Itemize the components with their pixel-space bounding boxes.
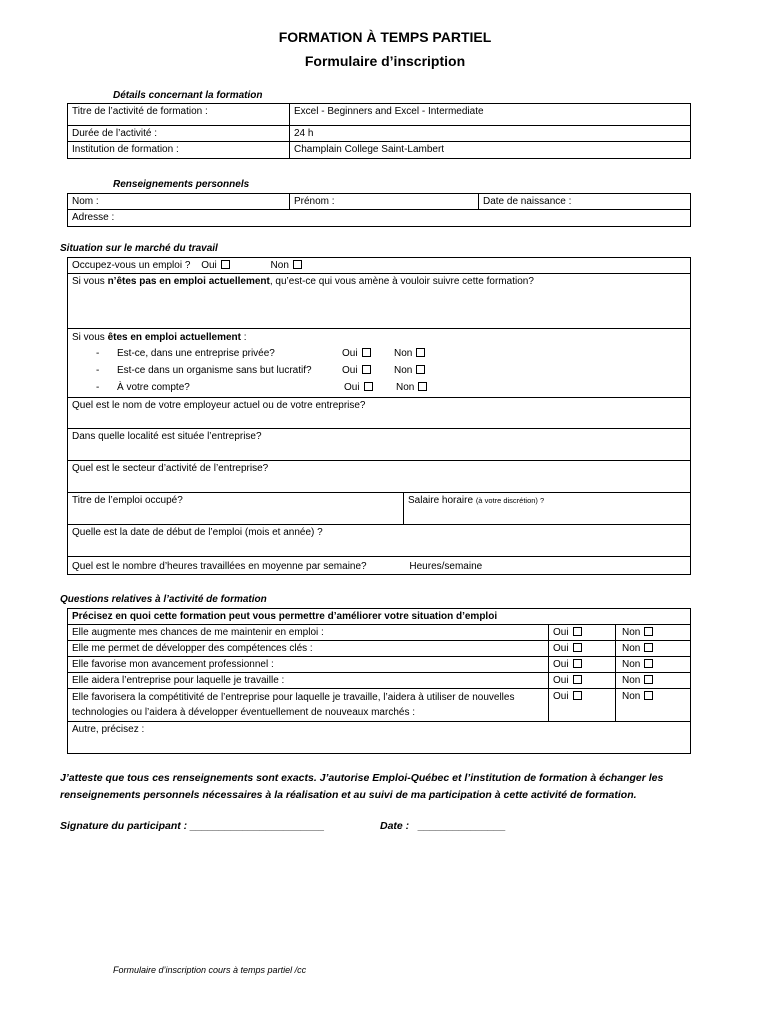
salaire-note: (à votre discrétion) ?	[475, 496, 545, 505]
sub-oui-nonprofit: Oui	[342, 362, 394, 379]
sub-oui-private: Oui	[342, 345, 394, 362]
formation-institution-label: Institution de formation :	[68, 142, 290, 159]
non-cell: Non	[616, 689, 691, 722]
dash: -	[96, 348, 100, 359]
question-item: Elle augmente mes chances de me maintenir en emploi :	[68, 625, 549, 641]
signature-line[interactable]: _______________________	[190, 820, 325, 832]
en-emploi-bold: êtes en emploi actuellement	[107, 332, 241, 343]
footer-text: Formulaire d’inscription cours à temps partiel /cc	[113, 965, 307, 975]
date-line[interactable]: _______________	[418, 820, 506, 832]
occupez-row	[68, 258, 691, 274]
oui-checkbox[interactable]	[573, 691, 582, 700]
oui-cell: Oui	[549, 673, 616, 689]
non-checkbox[interactable]	[416, 365, 425, 374]
dash: -	[96, 365, 100, 376]
date-label: Date :	[380, 820, 410, 832]
non-cell: Non	[616, 641, 691, 657]
date-row	[380, 818, 506, 835]
non-checkbox[interactable]	[644, 627, 653, 636]
sub-question-row	[72, 345, 686, 362]
sub-oui-self: Oui	[344, 379, 396, 396]
oui-cell: Oui	[549, 625, 616, 641]
non-checkbox[interactable]	[644, 643, 653, 652]
attestation-text: J’atteste que tous ces renseignements sont exacts. J’autorise Emploi-Québec et l’institution de formation à échanger les renseignements personnels nécessaires à la réalisation et au suivi de ma participation à cette activité de formation.	[60, 772, 664, 801]
heures-label: Quel est le nombre d’heures travaillées en moyenne par semaine?	[72, 561, 367, 572]
formation-institution-value[interactable]: Champlain College Saint-Lambert	[290, 142, 691, 159]
formation-section-label: Détails concernant la formation	[113, 90, 263, 101]
travail-section-label: Situation sur le marché du travail	[60, 243, 218, 254]
travail-table	[67, 257, 691, 575]
oui-checkbox[interactable]	[573, 643, 582, 652]
oui-checkbox[interactable]	[573, 675, 582, 684]
sub-question-row	[72, 379, 686, 396]
question-item: Elle aidera l’entreprise pour laquelle je travaille :	[68, 673, 549, 689]
occupez-question: Occupez-vous un emploi ?	[72, 260, 191, 271]
sans-emploi-post: , qu’est-ce qui vous amène à vouloir suivre cette formation?	[269, 276, 534, 287]
non-checkbox[interactable]	[644, 691, 653, 700]
questions-section-label: Questions relatives à l’activité de formation	[60, 594, 267, 605]
sub-question-row	[72, 362, 686, 379]
en-emploi-pre: Si vous	[72, 332, 108, 343]
sub-non-nonprofit: Non	[394, 362, 425, 379]
occupez-non-label: Non	[270, 260, 289, 271]
formation-duration-label: Durée de l’activité :	[68, 126, 290, 142]
secteur-field[interactable]: Quel est le secteur d’activité de l’entreprise?	[68, 461, 691, 493]
adresse-field[interactable]: Adresse :	[68, 210, 691, 227]
sans-emploi-pre: Si vous	[72, 276, 108, 287]
en-emploi-block	[68, 329, 691, 398]
prenom-field[interactable]: Prénom :	[290, 194, 479, 210]
nom-field[interactable]: Nom :	[68, 194, 290, 210]
sub-question-self: À votre compte?	[117, 382, 190, 393]
oui-cell: Oui	[549, 641, 616, 657]
formation-duration-value[interactable]: 24 h	[290, 126, 691, 142]
personnel-table	[67, 193, 691, 227]
formation-table	[67, 103, 691, 159]
salaire-label: Salaire horaire	[408, 495, 476, 506]
formation-title-value[interactable]: Excel - Beginners and Excel - Intermediate	[290, 104, 691, 126]
non-cell: Non	[616, 673, 691, 689]
sans-emploi-bold: n’êtes pas en emploi actuellement	[107, 276, 270, 287]
non-checkbox[interactable]	[644, 675, 653, 684]
question-item: Elle me permet de développer des compétences clés :	[68, 641, 549, 657]
signature-row	[60, 818, 324, 835]
heures-unit: Heures/semaine	[409, 561, 483, 572]
oui-checkbox[interactable]	[573, 659, 582, 668]
non-checkbox[interactable]	[644, 659, 653, 668]
occupez-oui-checkbox[interactable]	[221, 260, 230, 269]
en-emploi-post: :	[240, 332, 247, 343]
occupez-non-checkbox[interactable]	[293, 260, 302, 269]
questions-table	[67, 608, 691, 754]
question-item: Elle favorisera la compétitivité de l’entreprise pour laquelle je travaille, l’aidera à utiliser de nouvelles technologies ou l’aidera à développer éventuellement de nouveaux marchés :	[68, 689, 549, 722]
question-item: Elle favorise mon avancement professionnel :	[68, 657, 549, 673]
dash: -	[96, 382, 100, 393]
salaire-field[interactable]	[404, 493, 691, 525]
sans-emploi-question[interactable]	[68, 274, 691, 329]
formation-title-label: Titre de l’activité de formation :	[68, 104, 290, 126]
employeur-field[interactable]: Quel est le nom de votre employeur actuel ou de votre entreprise?	[68, 398, 691, 429]
form-title: FORMATION À TEMPS PARTIEL	[278, 29, 492, 45]
oui-checkbox[interactable]	[364, 382, 373, 391]
date-debut-field[interactable]: Quelle est la date de début de l’emploi (mois et année) ?	[68, 525, 691, 557]
personnel-section-label: Renseignements personnels	[113, 179, 250, 190]
non-cell: Non	[616, 657, 691, 673]
localite-field[interactable]: Dans quelle localité est située l’entreprise?	[68, 429, 691, 461]
oui-cell: Oui	[549, 657, 616, 673]
non-checkbox[interactable]	[418, 382, 427, 391]
titre-emploi-field[interactable]: Titre de l’emploi occupé?	[68, 493, 404, 525]
non-cell: Non	[616, 625, 691, 641]
oui-cell: Oui	[549, 689, 616, 722]
sub-question-nonprofit: Est-ce dans un organisme sans but lucratif?	[117, 365, 312, 376]
non-checkbox[interactable]	[416, 348, 425, 357]
form-subtitle: Formulaire d’inscription	[304, 53, 466, 69]
sub-non-private: Non	[394, 345, 425, 362]
autre-field[interactable]: Autre, précisez :	[68, 722, 691, 754]
oui-checkbox[interactable]	[362, 348, 371, 357]
naissance-field[interactable]: Date de naissance :	[479, 194, 691, 210]
sub-non-self: Non	[396, 379, 427, 396]
heures-field[interactable]	[68, 557, 691, 575]
oui-checkbox[interactable]	[362, 365, 371, 374]
oui-checkbox[interactable]	[573, 627, 582, 636]
signature-label: Signature du participant :	[60, 820, 188, 832]
occupez-oui-label: Oui	[201, 260, 217, 271]
questions-header: Précisez en quoi cette formation peut vous permettre d’améliorer votre situation d’emploi	[68, 609, 691, 625]
sub-question-private: Est-ce, dans une entreprise privée?	[117, 348, 275, 359]
